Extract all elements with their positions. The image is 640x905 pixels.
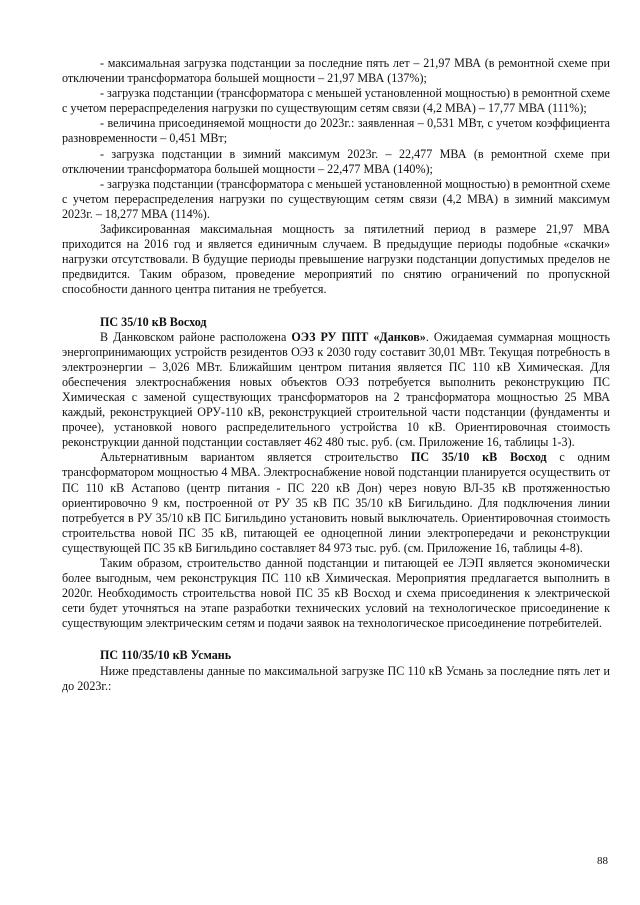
text-run: с одним трансформатором мощностью 4 МВА. Электроснабжение новой подстанции планируется осуществить от ПС 110 кВ Астапово (центр питания - ПС 220 кВ Дон) через новую ВЛ-35 кВ протяженностью ориентировочно 9 км, построенной от РУ 35 кВ ПС 35/10 кВ Бигильдино. Для подключения линии потребуется в РУ 35/10 кВ ПС Бигильдино установить новый выключатель. Ориентировочная стоимость строительства новой ПС 35 кВ, питающей ее одноцепной линии электропередачи и реконструкции существующей ПС 35 кВ Бигильдино составляет 84 973 тыс. руб. (см. Приложение 16, таблицы 4-8). — [62, 450, 610, 555]
bold-oez-name: ОЭЗ РУ ППТ «Данков» — [291, 329, 426, 344]
paragraph-winter-reduced-load: - загрузка подстанции (трансформатора с меньшей установленной мощностью) в ремонтной схеме с учетом перераспределения нагрузки по существующим сетям связи (4,2 МВА) в зимний максимум 2023г. – 18,277 МВА (114%). — [62, 176, 610, 221]
bold-substation-name: ПС 35/10 кВ Восход — [410, 450, 547, 465]
paragraph-conclusion: Зафиксированная максимальная мощность за пятилетний период в размере 21,97 МВА приходится на 2016 год и является единичным случаем. В предыдущие периоды подобные «скачки» нагрузки отсутствовали. В будущие периоды превышение нагрузки подстанции допустимых пределов не предвидится. Таким образом, проведение мероприятий по снятию ограничений по пропускной способности данного центра питания не требуется. — [62, 222, 610, 297]
page-number: 88 — [597, 855, 608, 867]
text-run: . Ожидаемая суммарная мощность энергопринимающих устройств резидентов ОЭЗ к 2030 году составит 30,01 МВт. Текущая потребность в электроэнергии – 3,026 МВт. Ближайшим центром питания является ПС 110 кВ Химическая. Для обеспечения электроснабжения новых объектов ОЭЗ потребуется выполнить реконструкцию ПС Химическая с заменой существующих трансформаторов на 2 трансформатора мощностью 25 МВА каждый, реконструкцией ОРУ-110 кВ, реконструкцией строительной части подстанции (фундаменты и прочее), установкой нового распределительного устройства 10 кВ. Ориентировочная стоимость реконструкции данной подстанции составляет 462 480 тыс. руб. (см. Приложение 16, таблицы 1-3). — [62, 329, 610, 450]
section-gap — [62, 631, 610, 648]
paragraph-max-load: - максимальная загрузка подстанции за последние пять лет – 21,97 МВА (в ремонтной схеме при отключении трансформатора большей мощности – 21,97 МВА (137%); — [62, 56, 610, 86]
paragraph-summary: Таким образом, строительство данной подстанции и питающей ее ЛЭП является экономически более выгодным, чем реконструкция ПС 110 кВ Химическая. Мероприятия предлагается выполнить в 2020г. Необходимость строительства новой ПС 35 кВ Восход и схема присоединения к электрической сети будет уточняться на этапе разработки технических условий на технологическое присоединение к существующим электрическим сетям и подачи заявок на технологическое присоединение потребителей. — [62, 556, 610, 631]
heading-ps-usman: ПС 110/35/10 кВ Усмань — [100, 648, 232, 663]
paragraph-winter-load: - загрузка подстанции в зимний максимум 2023г. – 22,477 МВА (в ремонтной схеме при отключении трансформатора большей мощности – 22,477 МВА (140%); — [62, 146, 610, 176]
section-gap — [62, 298, 610, 315]
paragraph-usman-intro: Ниже представлены данные по максимальной загрузке ПС 110 кВ Усмань за последние пять лет и до 2023г.: — [62, 663, 610, 693]
heading-ps-voskhod: ПС 35/10 кВ Восход — [100, 314, 207, 329]
page-content — [62, 56, 610, 694]
paragraph-alternative — [62, 450, 610, 556]
text-run: В Данковском районе расположена — [100, 329, 292, 344]
paragraph-reduced-load: - загрузка подстанции (трансформатора с меньшей установленной мощностью) в ремонтной схеме с учетом перераспределения нагрузки по существующим сетям связи (4,2 МВА) – 17,77 МВА (111%); — [62, 86, 610, 116]
paragraph-connected-power: - величина присоединяемой мощности до 2023г.: заявленная – 0,531 МВт, с учетом коэффициента разновременности – 0,451 МВт; — [62, 116, 610, 146]
text-run: Альтернативным вариантом является строительство — [100, 450, 411, 465]
paragraph-danky-oez — [62, 330, 610, 451]
